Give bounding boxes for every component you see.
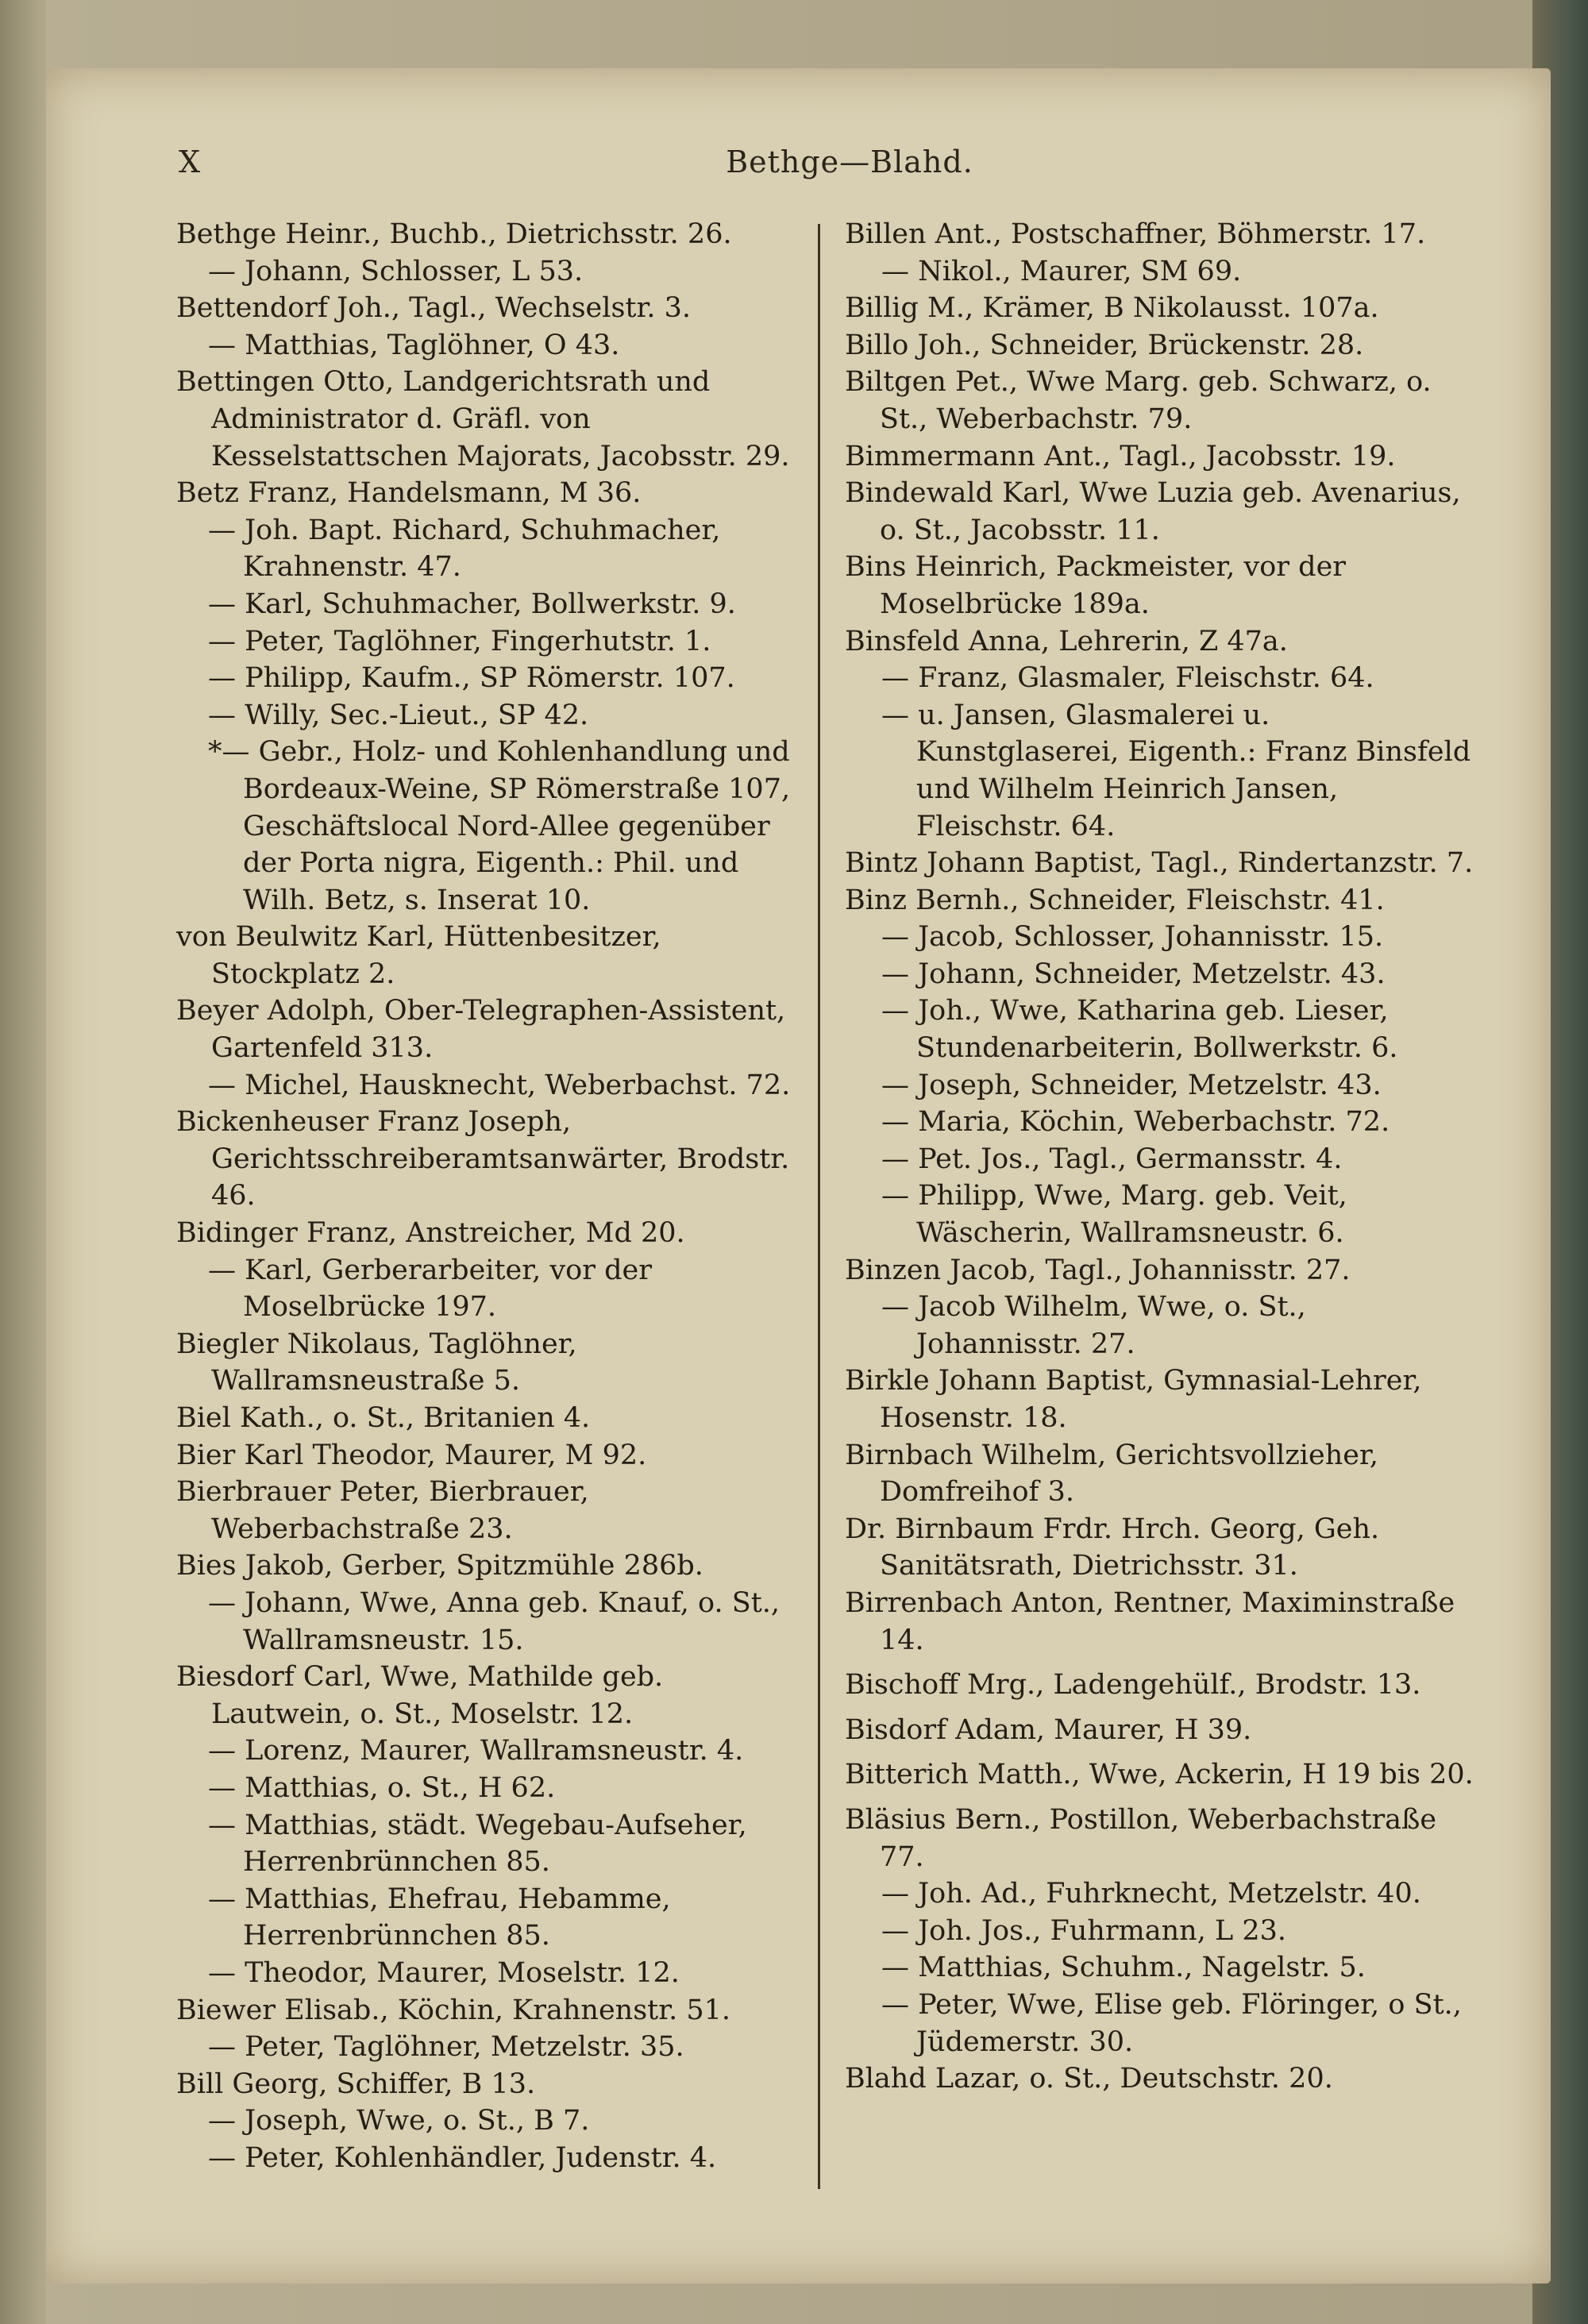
directory-entry: — Matthias, Ehefrau, Hebamme, Herrenbrünnchen 85.: [208, 1883, 671, 1952]
directory-entry: Bintz Johann Baptist, Tagl., Rindertanzstr. 7.: [845, 847, 1474, 880]
directory-entry: Bläsius Bern., Postillon, Weberbachstraße 77.: [845, 1803, 1437, 1873]
directory-entry: Biegler Nikolaus, Taglöhner, Wallramsneustraße 5.: [176, 1328, 577, 1397]
directory-entry: Bickenheuser Franz Joseph, Gerichtsschreiberamtsanwärter, Brodstr. 46.: [176, 1106, 790, 1212]
directory-entry: — u. Jansen, Glasmalerei u. Kunstglaserei, Eigenth.: Franz Binsfeld und Wilhelm Heinrich Jansen, Fleischstr. 64.: [881, 699, 1471, 842]
directory-entry: Biesdorf Carl, Wwe, Mathilde geb. Lautwein, o. St., Moselstr. 12.: [176, 1661, 664, 1730]
directory-entry: — Jacob Wilhelm, Wwe, o. St., Johannisstr. 27.: [881, 1291, 1306, 1360]
column-rule: [818, 224, 820, 2189]
directory-entry: Bier Karl Theodor, Maurer, M 92.: [176, 1439, 647, 1471]
directory-entry: — Michel, Hausknecht, Weberbachst. 72.: [208, 1069, 791, 1101]
directory-entry: Binsfeld Anna, Lehrerin, Z 47a.: [845, 625, 1288, 657]
directory-entry: — Willy, Sec.-Lieut., SP 42.: [208, 699, 589, 731]
directory-entry: Biltgen Pet., Wwe Marg. geb. Schwarz, o. St., Weberbachstr. 79.: [845, 366, 1432, 435]
directory-entry: — Nikol., Maurer, SM 69.: [881, 255, 1242, 287]
directory-entry: Betz Franz, Handelsmann, M 36.: [176, 477, 642, 510]
directory-entry: — Joh., Wwe, Katharina geb. Lieser, Stundenarbeiterin, Bollwerkstr. 6.: [881, 995, 1398, 1065]
directory-entry: Bindewald Karl, Wwe Luzia geb. Avenarius, o. St., Jacobsstr. 11.: [845, 477, 1461, 546]
directory-entry: *— Gebr., Holz- und Kohlenhandlung und Bordeaux-Weine, SP Römerstraße 107, Geschäftslocal Nord-Allee gegenüber der Porta nigra, Eigenth.: Phil. und Wilh. Betz, s. Inserat 10.: [208, 736, 791, 916]
directory-entry: — Maria, Köchin, Weberbachstr. 72.: [881, 1106, 1390, 1139]
directory-entry: — Joseph, Wwe, o. St., B 7.: [208, 2105, 590, 2137]
directory-entry: Billen Ant., Postschaffner, Böhmerstr. 17.: [845, 218, 1426, 250]
directory-entry: — Jacob, Schlosser, Johannisstr. 15.: [881, 921, 1384, 954]
directory-entry: Biewer Elisab., Köchin, Krahnenstr. 51.: [176, 1994, 731, 2026]
directory-entry: — Matthias, Taglöhner, O 43.: [208, 329, 620, 361]
directory-entry: — Karl, Gerberarbeiter, vor der Moselbrücke 197.: [208, 1254, 652, 1324]
directory-entry: von Beulwitz Karl, Hüttenbesitzer, Stockplatz 2.: [176, 921, 661, 990]
directory-entry: Dr. Birnbaum Frdr. Hrch. Georg, Geh. Sanitätsrath, Dietrichsstr. 31.: [845, 1513, 1380, 1582]
directory-entry: Blahd Lazar, o. St., Deutschstr. 20.: [845, 2063, 1333, 2095]
directory-entry: Bisdorf Adam, Maurer, H 39.: [845, 1713, 1252, 1746]
directory-entry: Birnbach Wilhelm, Gerichtsvollzieher, Domfreihof 3.: [845, 1439, 1378, 1509]
directory-entry: — Pet. Jos., Tagl., Germansstr. 4.: [881, 1143, 1343, 1175]
directory-entry: — Peter, Taglöhner, Metzelstr. 35.: [208, 2031, 684, 2064]
directory-entry: Bins Heinrich, Packmeister, vor der Moselbrücke 189a.: [845, 551, 1347, 620]
directory-entry: — Johann, Schneider, Metzelstr. 43.: [881, 958, 1386, 990]
directory-entry: — Karl, Schuhmacher, Bollwerkstr. 9.: [208, 588, 736, 620]
directory-entry: Bill Georg, Schiffer, B 13.: [176, 2068, 536, 2100]
running-head: Bethge—Blahd.: [726, 145, 973, 179]
directory-entry: Binzen Jacob, Tagl., Johannisstr. 27.: [845, 1254, 1351, 1286]
left-book-edge: [0, 0, 46, 2324]
directory-entry: Billig M., Krämer, B Nikolausst. 107a.: [845, 292, 1379, 325]
directory-entry: — Matthias, städt. Wegebau-Aufseher, Herrenbrünnchen 85.: [208, 1809, 747, 1879]
directory-entry: — Joseph, Schneider, Metzelstr. 43.: [881, 1069, 1382, 1101]
directory-entry: Biel Kath., o. St., Britanien 4.: [176, 1402, 591, 1434]
directory-entry: Bettingen Otto, Landgerichtsrath und Administrator d. Gräfl. von Kesselstattschen Majorats, Jacobsstr. 29.: [176, 366, 790, 472]
directory-entry: Beyer Adolph, Ober-Telegraphen-Assistent, Gartenfeld 313.: [176, 995, 786, 1065]
directory-entry: Bethge Heinr., Buchb., Dietrichsstr. 26.: [176, 218, 732, 250]
directory-entry: — Philipp, Kaufm., SP Römerstr. 107.: [208, 662, 735, 695]
directory-entry: — Lorenz, Maurer, Wallramsneustr. 4.: [208, 1735, 744, 1767]
right-column: [845, 216, 1480, 2098]
directory-entry: — Joh. Bapt. Richard, Schuhmacher, Krahnenstr. 47.: [208, 514, 721, 584]
directory-entry: — Peter, Kohlenhändler, Judenstr. 4.: [208, 2141, 717, 2174]
directory-entry: — Theodor, Maurer, Moselstr. 12.: [208, 1956, 680, 1989]
directory-entry: Bischoff Mrg., Ladengehülf., Brodstr. 13.: [845, 1669, 1421, 1702]
directory-entry: — Peter, Taglöhner, Fingerhutstr. 1.: [208, 625, 711, 657]
left-column: [176, 216, 811, 2176]
directory-entry: Billo Joh., Schneider, Brückenstr. 28.: [845, 329, 1364, 361]
directory-entry: Birrenbach Anton, Rentner, Maximinstraße 14.: [845, 1586, 1455, 1656]
directory-entry: — Matthias, o. St., H 62.: [208, 1771, 556, 1804]
directory-entry: Bierbrauer Peter, Bierbrauer, Weberbachstraße 23.: [176, 1476, 589, 1545]
directory-entry: Bitterich Matth., Wwe, Ackerin, H 19 bis 20.: [845, 1759, 1474, 1791]
directory-entry: — Peter, Wwe, Elise geb. Flöringer, o St., Jüdemerstr. 30.: [881, 1988, 1462, 2058]
directory-entry: — Joh. Jos., Fuhrmann, L 23.: [881, 1914, 1286, 1947]
directory-entry: — Johann, Schlosser, L 53.: [208, 255, 584, 287]
directory-entry: — Matthias, Schuhm., Nagelstr. 5.: [881, 1952, 1366, 1984]
directory-entry: — Philipp, Wwe, Marg. geb. Veit, Wäscherin, Wallramsneustr. 6.: [881, 1180, 1347, 1250]
directory-entry: — Johann, Wwe, Anna geb. Knauf, o. St., Wallramsneustr. 15.: [208, 1586, 781, 1656]
directory-entry: Bies Jakob, Gerber, Spitzmühle 286b.: [176, 1550, 703, 1582]
directory-entry: Binz Bernh., Schneider, Fleischstr. 41.: [845, 884, 1385, 916]
directory-entry: Bimmermann Ant., Tagl., Jacobsstr. 19.: [845, 440, 1396, 472]
directory-entry: — Franz, Glasmaler, Fleischstr. 64.: [881, 662, 1374, 695]
page-header: [179, 145, 1521, 192]
directory-entry: — Joh. Ad., Fuhrknecht, Metzelstr. 40.: [881, 1878, 1421, 1910]
directory-entry: Bettendorf Joh., Tagl., Wechselstr. 3.: [176, 292, 691, 325]
directory-entry: Birkle Johann Baptist, Gymnasial-Lehrer, Hosenstr. 18.: [845, 1365, 1422, 1434]
page-number: X: [179, 145, 201, 179]
directory-entry: Bidinger Franz, Anstreicher, Md 20.: [176, 1217, 685, 1250]
